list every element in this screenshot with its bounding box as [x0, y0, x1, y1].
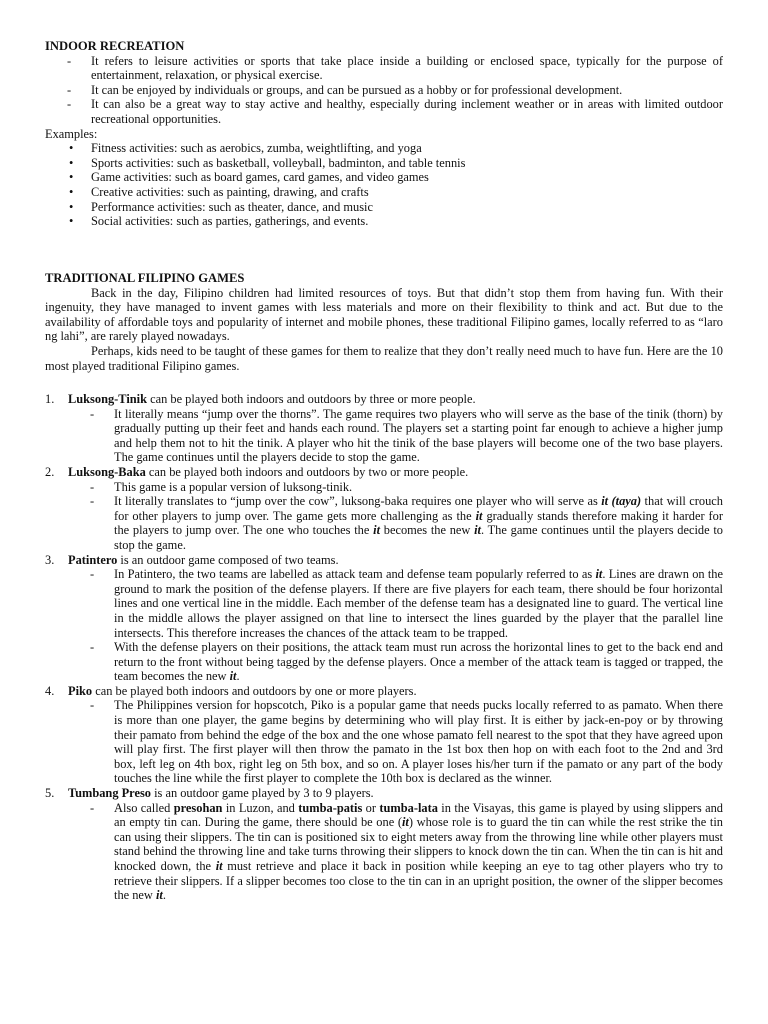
game-detail: - It literally means “jump over the thorns”. The game requires two players who will serve as the base of the tinik (thorn) by gradually putting up their feet and hands each round. The players set a starting point far enough to achieve a higher jump and help them not to hit the tinik. A player who hit the tinik of the base players will become one of the two base players. The game continues until the players decide to stop the game.: [45, 407, 723, 465]
example-item: • Creative activities: such as painting, drawing, and crafts: [45, 185, 723, 200]
game-detail: - With the defense players on their positions, the attack team must run across the horizontal lines to get to the back end and return to the front without being tagged by the defense players. Once a member of the attack team is tagged or trapped, the team becomes the new it.: [45, 640, 723, 684]
game-item-patintero: 3. Patintero is an outdoor game composed of two teams.: [45, 552, 339, 567]
game-number: 2.: [45, 464, 55, 479]
example-item: • Fitness activities: such as aerobics, zumba, weightlifting, and yoga: [45, 141, 723, 156]
game-number: 4.: [45, 683, 55, 698]
example-item: • Sports activities: such as basketball, volleyball, badminton, and table tennis: [45, 156, 723, 171]
game-name: Luksong-Baka: [68, 464, 146, 479]
example-item: • Performance activities: such as theater, dance, and music: [45, 200, 723, 215]
game-number: 3.: [45, 552, 55, 567]
game-name: Patintero: [68, 552, 118, 567]
indoor-point: - It can be enjoyed by individuals or groups, and can be pursued as a hobby or for professional development.: [45, 83, 723, 98]
game-item-luksong-baka: 2. Luksong-Baka can be played both indoors and outdoors by two or more people.: [45, 464, 469, 479]
game-name: Luksong-Tinik: [68, 392, 147, 406]
examples-label: Examples:: [45, 126, 98, 141]
indoor-recreation-section: [45, 39, 723, 229]
game-item-piko: 4. Piko can be played both indoors and outdoors by one or more players.: [45, 683, 417, 698]
game-detail: - This game is a popular version of luksong-tinik.: [45, 480, 723, 495]
games-list: [45, 392, 723, 903]
game-detail: - In Patintero, the two teams are labelled as attack team and defense team popularly referred to as it. Lines are drawn on the ground to mark the position of the defense players. If there are five players for each team, there should be four horizontal lines and one vertical line in the middle. Each member of the defense team has a designated line to guard. The vertical line in the middle allows the player assigned on that line to intersect the lines guarded by the player that the parallel line intersects. This therefore increases the chances of the attack team to be trapped.: [45, 567, 723, 640]
game-item-luksong-tinik: 1. Luksong-Tinik can be played both indoors and outdoors by three or more people.: [45, 392, 476, 406]
indoor-point: - It can also be a great way to stay active and healthy, especially during inclement weather or in areas with limited outdoor recreational opportunities.: [45, 97, 723, 126]
game-number: 1.: [45, 392, 55, 406]
game-item-tumbang-preso: 5. Tumbang Preso is an outdoor game played by 3 to 9 players.: [45, 786, 374, 801]
example-item: • Social activities: such as parties, gatherings, and events.: [45, 214, 723, 229]
game-name: Tumbang Preso: [68, 786, 151, 801]
intro-paragraph: Back in the day, Filipino children had limited resources of toys. But that didn’t stop them from having fun. With their ingenuity, they have managed to invent games with less materials and more on their flexibility to think and act. But due to the availability of affordable toys and popularity of internet and mobile phones, these traditional Filipino games, locally referred to as “laro ng lahi”, are rarely played nowadays.: [45, 285, 723, 344]
game-detail: - The Philippines version for hopscotch, Piko is a popular game that needs pucks locally referred to as pamato. When there is more than one player, the game begins by determining who will play first. It is either by jack-en-poy or by throwing their pamato from behind the edge of the box and the one whose pamato fell nearest to the spot that they have agreed upon will play first. The first player will then throw the pamato in the 1st box then hop on with each foot to the 2nd and 3rd box, left leg on 4th box, right leg on 5th box, and so on. A player loses his/her turn if the pamato or any part of the body touches the line while the first player to complete the 10th box is declared as the winner.: [45, 698, 723, 786]
traditional-games-section: [45, 271, 723, 373]
example-item: • Game activities: such as board games, card games, and video games: [45, 170, 723, 185]
indoor-point: - It refers to leisure activities or sports that take place inside a building or enclosed space, typically for the purpose of entertainment, relaxation, or physical exercise.: [45, 54, 723, 83]
game-detail: - It literally translates to “jump over the cow”, luksong-baka requires one player who will serve as it (taya) that will crouch for other players to jump over. The game gets more challenging as the it gradually stands therefore making it harder for the players to jump over. The one who touches the it becomes the new it. The game continues until the players decide to stop the game.: [45, 494, 723, 552]
intro-paragraph: Perhaps, kids need to be taught of these games for them to realize that they don’t really need much to have fun. Here are the 10 most played traditional Filipino games.: [45, 343, 723, 373]
indoor-heading: INDOOR RECREATION: [45, 39, 185, 53]
traditional-heading: TRADITIONAL FILIPINO GAMES: [45, 271, 245, 285]
game-number: 5.: [45, 786, 55, 801]
game-detail: - Also called presohan in Luzon, and tumba-patis or tumba-lata in the Visayas, this game is played by using slippers and an empty tin can. During the game, there should be one (it) whose role is to guard the tin can while the rest strike the tin can using their slippers. The tin can is positioned six to eight meters away from the throwing line while other players must stand behind the throwing line and take turns throwing their slippers to knock down the tin can. When the tin can is hit and knocked down, the it must retrieve and place it back in position while keeping an eye to tag other players who try to retrieve their slippers. If a slipper becomes too close to the tin can in an upright position, the owner of the slipper becomes the new it.: [45, 801, 723, 903]
game-name: Piko: [68, 683, 93, 698]
